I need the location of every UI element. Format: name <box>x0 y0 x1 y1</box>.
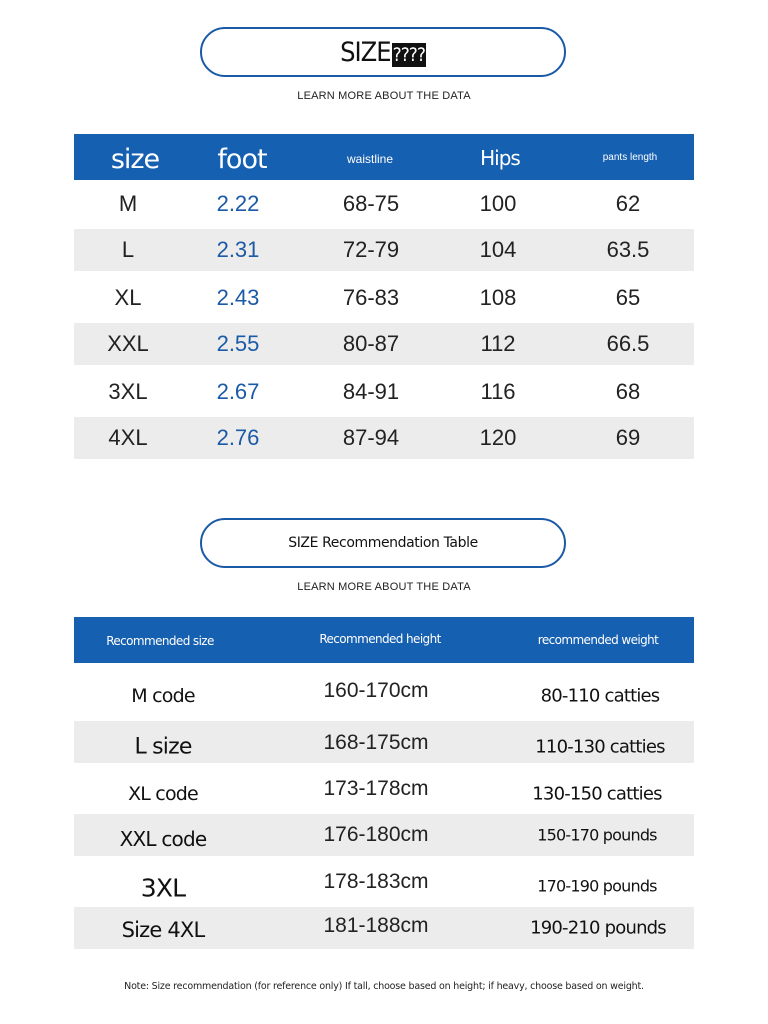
cell-rec-height: 173-178cm <box>323 777 429 800</box>
learn-more-text: LEARN MORE ABOUT THE DATA <box>297 90 471 102</box>
recommendation-title-banner <box>200 518 566 568</box>
table-row <box>74 859 694 905</box>
cell-foot: 2.43 <box>216 284 260 310</box>
cell-pants-length: 62 <box>615 190 641 216</box>
cell-rec-weight: 170-190 pounds <box>537 876 657 896</box>
cell-rec-size: XXL code <box>119 827 207 852</box>
cell-rec-weight: 150-170 pounds <box>537 825 657 845</box>
cell-waistline: 76-83 <box>342 284 400 310</box>
size-table <box>74 134 694 462</box>
table-row <box>74 814 694 856</box>
cell-rec-height: 181-188cm <box>323 914 429 938</box>
cell-waistline: 84-91 <box>342 378 400 404</box>
size-title: SIZE ???? <box>340 36 425 68</box>
cell-rec-weight: 130-150 catties <box>532 783 662 805</box>
cell-rec-height: 168-175cm <box>323 730 429 754</box>
cell-waistline: 72-79 <box>342 237 400 262</box>
cell-rec-weight: 80-110 catties <box>540 685 660 707</box>
recommendation-table-header <box>74 617 694 663</box>
size-title-suffix: ???? <box>392 43 425 66</box>
cell-pants-length: 69 <box>615 425 641 450</box>
table-row <box>74 673 694 719</box>
learn-more-text: LEARN MORE ABOUT THE DATA <box>297 581 471 593</box>
cell-rec-size: Size 4XL <box>121 918 205 943</box>
table-row <box>74 907 694 949</box>
table-row <box>74 721 694 763</box>
recommendation-table <box>74 617 694 952</box>
table-row <box>74 766 694 812</box>
cell-size: XXL <box>107 331 149 356</box>
cell-pants-length: 66.5 <box>606 331 650 356</box>
cell-size: M <box>118 190 138 216</box>
cell-rec-height: 160-170cm <box>323 679 429 703</box>
header-recommended-size: Recommended size <box>106 634 214 648</box>
cell-pants-length: 65 <box>615 284 641 310</box>
cell-foot: 2.22 <box>216 190 260 216</box>
table-row <box>74 180 694 227</box>
cell-waistline: 87-94 <box>342 425 400 450</box>
cell-foot: 2.76 <box>216 425 260 450</box>
cell-size: 3XL <box>108 378 148 404</box>
cell-foot: 2.67 <box>216 378 260 404</box>
header-size: size <box>110 144 160 175</box>
size-table-header <box>74 134 694 180</box>
table-row <box>74 274 694 321</box>
header-recommended-weight: recommended weight <box>537 633 659 647</box>
footnote: Note: Size recommendation (for reference only) If tall, choose based on height; if heavy, choose based on weight. <box>124 981 644 992</box>
cell-rec-size: XL code <box>128 782 198 805</box>
cell-rec-weight: 110-130 catties <box>535 736 665 758</box>
header-pants-length: pants length <box>602 152 658 163</box>
cell-hips: 108 <box>479 284 517 310</box>
table-row <box>74 417 694 459</box>
cell-hips: 120 <box>479 425 517 450</box>
cell-hips: 112 <box>480 331 516 356</box>
cell-size: XL <box>114 284 142 310</box>
header-waistline: waistline <box>346 152 394 166</box>
cell-rec-size: 3XL <box>140 873 186 903</box>
cell-rec-height: 176-180cm <box>323 823 429 846</box>
cell-size: L <box>121 237 135 262</box>
cell-hips: 116 <box>480 378 516 404</box>
cell-rec-size: L size <box>134 734 192 760</box>
table-row <box>74 323 694 365</box>
cell-pants-length: 68 <box>615 378 641 404</box>
cell-rec-size: M code <box>131 685 195 707</box>
cell-waistline: 80-87 <box>342 331 400 356</box>
cell-foot: 2.31 <box>216 237 260 262</box>
cell-hips: 104 <box>479 237 517 262</box>
cell-rec-weight: 190-210 pounds <box>530 917 666 939</box>
cell-rec-height: 178-183cm <box>323 870 429 893</box>
header-hips: Hips <box>480 146 520 170</box>
cell-hips: 100 <box>479 190 517 216</box>
cell-pants-length: 63.5 <box>606 237 650 262</box>
header-foot: foot <box>217 144 267 175</box>
table-row <box>74 229 694 271</box>
cell-waistline: 68-75 <box>342 190 400 216</box>
table-row <box>74 368 694 415</box>
header-recommended-height: Recommended height <box>319 632 441 646</box>
recommendation-title: SIZE Recommendation Table <box>288 535 478 551</box>
size-title-banner <box>200 27 566 77</box>
cell-foot: 2.55 <box>216 331 260 356</box>
cell-size: 4XL <box>108 425 148 450</box>
